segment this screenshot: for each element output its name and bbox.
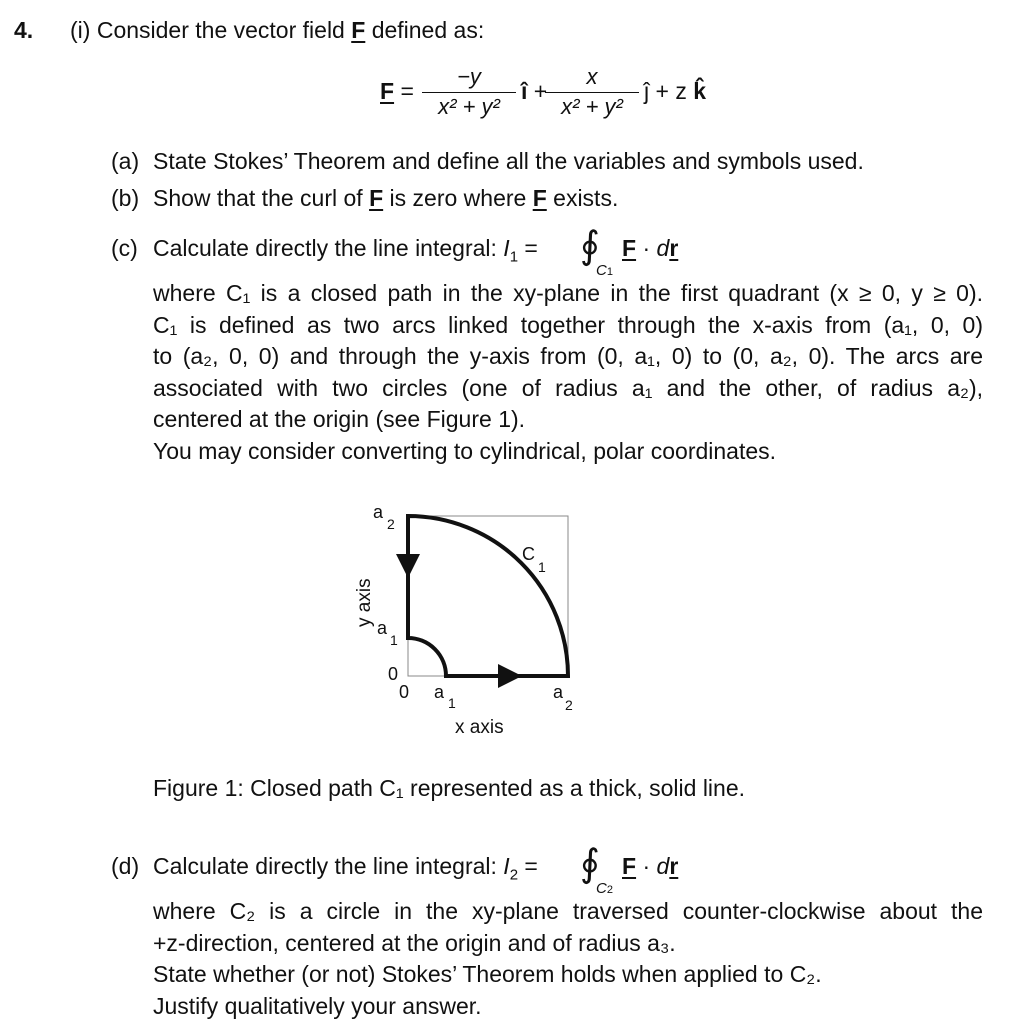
part-d-pre: Calculate directly the line integral: bbox=[153, 853, 497, 879]
part-a-label: (a) bbox=[111, 148, 140, 174]
integral-symbol-I: I bbox=[503, 853, 510, 879]
text-line: Justify qualitatively your answer. bbox=[153, 992, 482, 1019]
text-line: You may consider converting to cylindrical, polar coordinates. bbox=[153, 437, 777, 464]
contour-C: C bbox=[596, 880, 607, 897]
contour-C: C bbox=[596, 262, 607, 279]
part-c-description bbox=[153, 278, 983, 467]
tick-label-a2-y-sub: 2 bbox=[387, 516, 395, 532]
plus-sign: + bbox=[533, 78, 548, 104]
path-label-c-sub: 1 bbox=[538, 559, 546, 575]
text-line: +z-direction, centered at the origin and of radius a₃. bbox=[153, 929, 676, 956]
vector-F: F bbox=[532, 185, 547, 211]
integral-symbol-I: I bbox=[503, 235, 510, 261]
part-d-integral-intro bbox=[153, 850, 538, 882]
part-a-text: State Stokes’ Theorem and define all the variables and symbols used. bbox=[153, 148, 864, 174]
text-line: State whether (or not) Stokes’ Theorem holds when applied to C₂. bbox=[153, 961, 822, 987]
fraction-2-numerator: x bbox=[586, 64, 598, 89]
question-intro bbox=[70, 14, 484, 46]
k-hat: k̂ bbox=[693, 78, 707, 104]
fraction-1 bbox=[422, 64, 516, 119]
dot-operator: · bbox=[642, 235, 651, 261]
contour-label bbox=[596, 880, 613, 897]
part-d-label: (d) bbox=[111, 853, 140, 879]
dot-operator: · bbox=[642, 853, 651, 879]
vector-F: F bbox=[622, 853, 637, 879]
intro-text: Consider the vector field bbox=[96, 17, 345, 43]
i-hat: î bbox=[521, 78, 528, 104]
tick-label-a2-y: a bbox=[373, 502, 384, 522]
path-label-c: C bbox=[522, 544, 535, 564]
contour-subscript: 2 bbox=[606, 884, 613, 896]
fraction-1-numerator: −y bbox=[457, 64, 481, 89]
part-b-label: (b) bbox=[111, 185, 140, 211]
text-line: where C₂ is a circle in the xy-plane traversed counter-clockwise about the bbox=[153, 898, 983, 924]
text-line: where C₁ is a closed path in the xy-plane in the first quadrant (x ≥ 0, y ≥ 0). bbox=[153, 280, 983, 306]
tick-label-0-x: 0 bbox=[399, 682, 410, 702]
closed-path-c1 bbox=[408, 516, 568, 676]
text-line: to (a₂, 0, 0) and through the y-axis from (0, a₁, 0) to (0, a₂, 0). The arcs are bbox=[153, 343, 983, 369]
plot-frame bbox=[408, 516, 568, 676]
fraction-2-denominator: x² + y² bbox=[561, 94, 623, 119]
equation-lhs: F bbox=[380, 78, 395, 104]
tick-label-0-y: 0 bbox=[388, 664, 399, 684]
part-b-text bbox=[153, 182, 618, 214]
vector-F: F bbox=[622, 235, 637, 261]
tick-label-a2-x-sub: 2 bbox=[565, 697, 573, 713]
integral-I-subscript: 1 bbox=[509, 248, 519, 266]
question-number: 4. bbox=[14, 17, 34, 43]
text-line: centered at the origin (see Figure 1). bbox=[153, 406, 526, 432]
y-axis-label: y axis bbox=[354, 578, 375, 627]
contour-label bbox=[596, 262, 613, 279]
figure-1 bbox=[330, 495, 630, 745]
tick-label-a1-y-sub: 1 bbox=[390, 632, 398, 648]
vector-r: r bbox=[669, 853, 679, 879]
equation-equals: = bbox=[400, 78, 414, 104]
vector-r: r bbox=[669, 235, 679, 261]
j-hat-z: ĵ + z bbox=[644, 78, 687, 104]
part-c-pre: Calculate directly the line integral: bbox=[153, 235, 497, 261]
fraction-2 bbox=[545, 64, 639, 119]
equals-sign: = bbox=[524, 853, 538, 879]
intro-end-text: defined as: bbox=[371, 17, 485, 43]
part-b-pre: Show that the curl of bbox=[153, 185, 363, 211]
part-label: (i) bbox=[70, 17, 91, 43]
part-d-description bbox=[153, 896, 983, 1022]
integrand bbox=[622, 232, 678, 264]
part-b-mid: is zero where bbox=[389, 185, 527, 211]
tick-label-a1-y: a bbox=[377, 618, 388, 638]
text-line: associated with two circles (one of radius a₁ and the other, of radius a₂), bbox=[153, 374, 983, 401]
part-c-integral-intro bbox=[153, 232, 538, 264]
tick-label-a1-x: a bbox=[434, 682, 445, 702]
equals-sign: = bbox=[524, 235, 538, 261]
contour-integral-icon: ∮ bbox=[580, 223, 600, 267]
part-b-post: exists. bbox=[553, 185, 619, 211]
text-line: C₁ is defined as two arcs linked together through the x-axis from (a₁, 0, 0) bbox=[153, 311, 983, 338]
integrand bbox=[622, 850, 678, 882]
contour-subscript: 1 bbox=[606, 266, 613, 278]
vector-F: F bbox=[369, 185, 384, 211]
tick-label-a2-x: a bbox=[553, 682, 564, 702]
integral-I-subscript: 2 bbox=[509, 866, 519, 884]
contour-integral-icon: ∮ bbox=[580, 841, 600, 885]
fraction-1-denominator: x² + y² bbox=[438, 94, 500, 119]
tick-label-a1-x-sub: 1 bbox=[448, 695, 456, 711]
differential-d: d bbox=[656, 235, 670, 261]
vector-F: F bbox=[351, 17, 366, 43]
differential-d: d bbox=[656, 853, 670, 879]
part-c-label: (c) bbox=[111, 235, 138, 261]
x-axis-label: x axis bbox=[455, 717, 504, 738]
figure-caption: Figure 1: Closed path C₁ represented as a thick, solid line. bbox=[153, 775, 746, 801]
